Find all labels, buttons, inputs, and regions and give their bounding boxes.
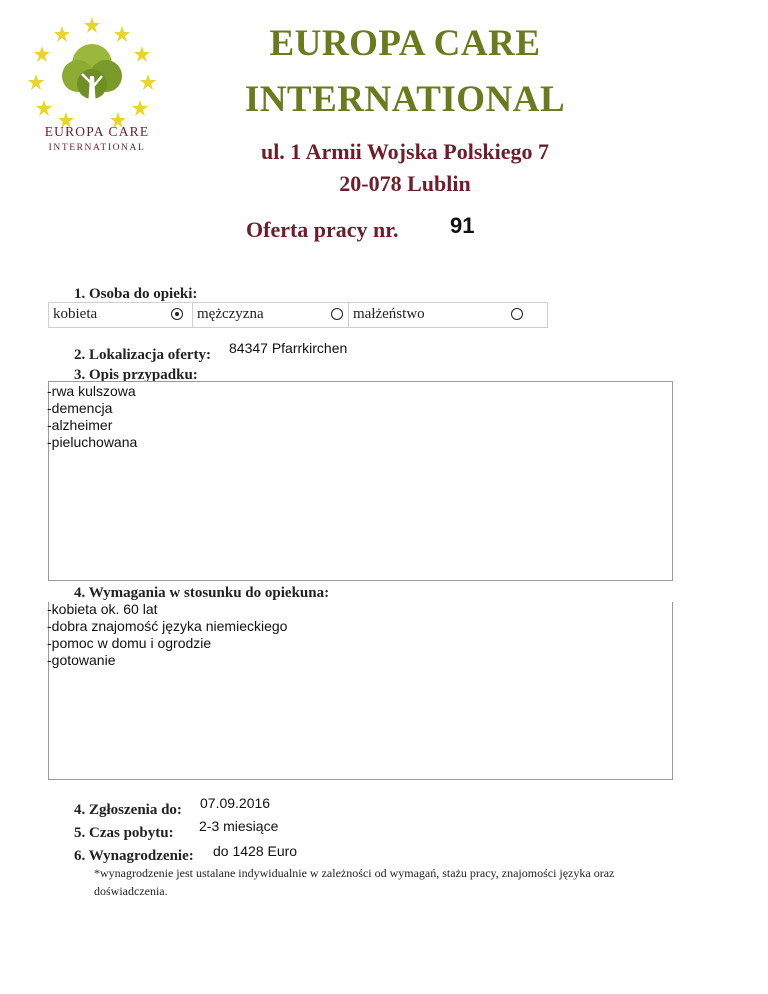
- company-name-line1: EUROPA CARE: [269, 23, 541, 64]
- star-icon: [132, 100, 148, 116]
- radio-unselected-icon[interactable]: [331, 308, 343, 320]
- logo-text-line1: EUROPA CARE: [44, 124, 150, 139]
- section-2-title: Lokalizacja oferty:: [89, 347, 212, 363]
- radio-unselected-icon[interactable]: [511, 308, 523, 320]
- requirements-text: [47, 601, 287, 669]
- option-kobieta[interactable]: [49, 303, 193, 327]
- section-5-number: 5.: [74, 825, 86, 841]
- section-1-number: 1.: [74, 286, 86, 302]
- offer-number: 91: [450, 213, 475, 238]
- option-label: małżeństwo: [353, 306, 425, 322]
- star-icon: [134, 46, 150, 62]
- deadline-number: 4.: [74, 802, 86, 818]
- section-1-heading: [74, 285, 197, 303]
- case-line: -alzheimer: [47, 417, 113, 433]
- star-icon: [140, 74, 156, 90]
- deadline-value: 07.09.2016: [200, 795, 271, 811]
- star-icon: [28, 74, 44, 90]
- location-value: 84347 Pfarrkirchen: [229, 340, 348, 356]
- requirement-line: -pomoc w domu i ogrodzie: [47, 635, 212, 651]
- section-4-number: 4.: [74, 585, 86, 601]
- star-icon: [34, 46, 50, 62]
- section-5-title: Czas pobytu:: [89, 825, 174, 841]
- case-line: -rwa kulszowa: [47, 383, 136, 399]
- salary-value: do 1428 Euro: [213, 843, 298, 859]
- case-line: -pieluchowana: [47, 434, 138, 450]
- star-icon: [54, 26, 70, 42]
- tree-icon: [62, 44, 122, 106]
- star-icon: [114, 26, 130, 42]
- deadline-heading: [74, 801, 182, 819]
- case-description-text: [47, 383, 137, 451]
- logo-text-line2: INTERNATIONAL: [48, 143, 146, 153]
- option-malzenstwo[interactable]: [349, 303, 547, 327]
- requirement-line: -gotowanie: [47, 652, 116, 668]
- option-label: mężczyzna: [197, 306, 264, 322]
- option-label: kobieta: [53, 306, 98, 322]
- section-2-number: 2.: [74, 347, 86, 363]
- person-type-radio-group: [48, 302, 548, 328]
- address-street: ul. 1 Armii Wojska Polskiego 7: [260, 139, 550, 164]
- section-6-heading: [74, 847, 194, 865]
- requirement-line: -dobra znajomość języka niemieckiego: [47, 618, 288, 634]
- star-icon: [36, 100, 52, 116]
- section-2-heading: [74, 346, 211, 364]
- option-mezczyzna[interactable]: [193, 303, 349, 327]
- stay-duration-value: 2-3 miesiące: [199, 818, 279, 834]
- section-4-heading: [74, 584, 329, 602]
- section-6-number: 6.: [74, 848, 86, 864]
- section-3-title: Opis przypadku:: [89, 367, 198, 383]
- requirement-line: -kobieta ok. 60 lat: [47, 601, 158, 617]
- address-city: 20-078 Lublin: [339, 171, 471, 196]
- case-line: -demencja: [47, 400, 113, 416]
- star-icon: [84, 17, 100, 33]
- section-4-title: Wymagania w stosunku do opiekuna:: [88, 585, 330, 601]
- offer-label: Oferta pracy nr.: [246, 217, 399, 242]
- deadline-title: Zgłoszenia do:: [89, 802, 182, 818]
- company-name-line2: INTERNATIONAL: [244, 79, 566, 120]
- case-description-field[interactable]: [48, 381, 673, 581]
- section-5-heading: [74, 824, 174, 842]
- radio-selected-icon[interactable]: [171, 308, 183, 320]
- section-3-number: 3.: [74, 367, 86, 383]
- section-6-title: Wynagrodzenie:: [88, 848, 194, 864]
- section-1-title: Osoba do opieki:: [89, 286, 198, 302]
- salary-note: *wynagrodzenie jest ustalane indywidualnie w zależności od wymagań, stażu pracy, znajomości języka oraz doświadczenia.: [94, 866, 615, 898]
